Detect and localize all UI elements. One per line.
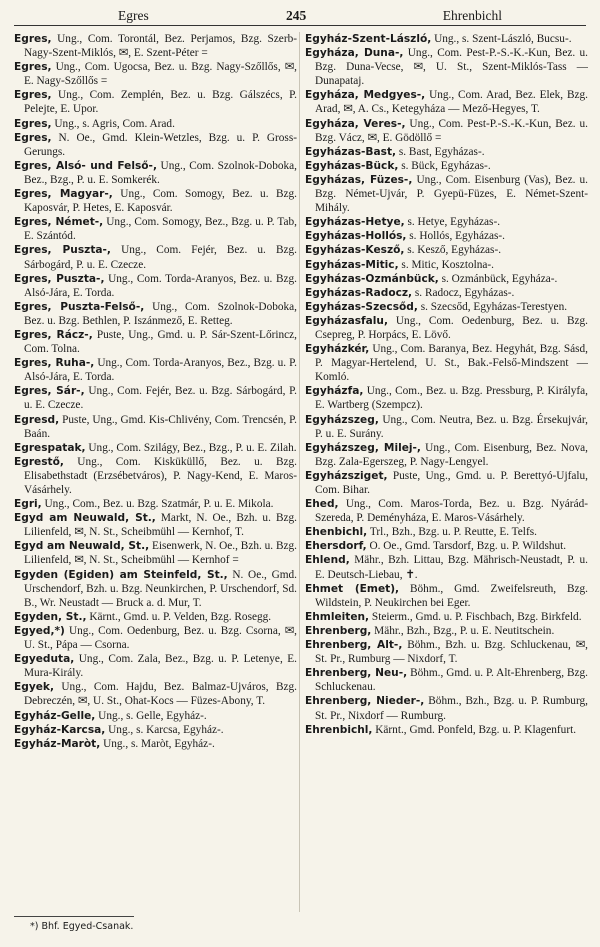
directory-entry [305,300,588,314]
entry-body: Kärnt., Gmd. u. P. Velden, Bzg. Rosegg. [86,610,272,623]
entry-headword: Ehed, [305,498,339,511]
directory-entry [14,272,297,300]
directory-entry [305,117,588,145]
directory-entry [14,441,297,455]
entry-headword: Egres, [14,61,52,74]
entry-headword: Egres, [14,131,52,144]
directory-entry [14,709,297,723]
entry-body: s. Ozmánbück, Egyháza-. [438,272,558,285]
directory-entry [305,582,588,610]
entry-body: Puste, Ung., Gmd. Kis-Chlivény, Com. Trencsén, P. Baán. [24,413,297,440]
entry-body: s. Hollós, Egyházas-. [406,230,505,243]
directory-entry [14,624,297,652]
entry-body: Ung., Com. Somogy, Bez., Bzg. u. P. Tab, E. Szántód. [24,216,297,243]
entry-headword: Egyd am Neuwald, St., [14,540,150,553]
directory-entry [305,723,588,737]
entry-headword: Egyházas-Szecsőd, [305,300,418,313]
entry-body: Ung., Com. Szolnok-Doboka, Bez. u. Bzg. Bethlen, P. Iszánmező, E. Retteg. [24,300,297,327]
directory-entry [305,694,588,722]
entry-body: s. Szecsőd, Egyházas-Terestyen. [417,300,568,313]
entry-body: Böhm., Bzh. u. Bzg. Schluckenau, ✉, St. Pr., Rumburg — Nixdorf, T. [315,639,588,666]
right-column [305,32,588,912]
entry-body: Ung., Com. Szolnok-Doboka, Bez., Bzg., P. u. E. Somkerék. [24,159,297,186]
entry-headword: Egyeduta, [14,653,75,666]
directory-entry [14,680,297,708]
entry-headword: Egyházas-Mitic, [305,258,399,271]
entry-headword: Egyház-Szent-László, [305,33,432,45]
entry-headword: Egyházas-Ozmánbück, [305,272,439,285]
entry-headword: Egres, Ruha-, [14,357,95,370]
entry-headword: Egyházas, Füzes-, [305,173,413,186]
directory-entry [305,314,588,342]
directory-entry [305,441,588,469]
entry-body: Ung., Com. Pest-P.-S.-K.-Kun, Bez. u. Bzg. Duna-Vecse, ✉, U. St., Szent-Miklós-Tass — Dunapataj. [315,47,588,88]
entry-body: Eisenwerk, N. Oe., Bzh. u. Bzg. Lilienfeld, ✉, N. St., Scheibmühl — Kernhof = [24,540,297,567]
directory-entry [14,511,297,539]
directory-entry [14,413,297,441]
directory-entry [14,328,297,356]
entry-body: Ung., Com. Kisküküllő, Bez. u. Bzg. Elisabethstadt (Erzsébetváros), P. Nagy-Kend, E. Maros-Vásárhely. [24,455,297,496]
directory-entry [14,610,297,624]
directory-entry [14,539,297,567]
entry-headword: Egyház-Karcsa, [14,723,106,736]
entry-body: s. Bast, Egyházas-. [396,145,485,158]
entry-headword: Egyháza, Duna-, [305,47,404,60]
entry-body: Ung., Com. Zala, Bez., Bzg. u. P. Letenye, E. Mura-Király. [24,653,297,680]
directory-entry [305,342,588,384]
entry-headword: Ehmleiten, [305,610,370,623]
directory-entry [305,243,588,257]
entry-headword: Egres, Puszta-, [14,272,105,285]
entry-body: Ung., Com. Fejér, Bez. u. Bzg. Sárbogárd, P. u. E. Czecze. [24,244,297,271]
entry-body: Ung., Com. Arad, Bez. Elek, Bzg. Arad, ✉, A. Cs., Ketegyháza — Mező-Hegyes, T. [315,89,588,116]
entry-headword: Egyházasfalu, [305,314,388,327]
page-number: 245 [286,8,307,23]
directory-entry [14,117,297,131]
entry-body: Ung., Com. Fejér, Bez. u. Bzg. Sárbogárd, P. u. E. Czecze. [24,385,297,412]
directory-entry [305,624,588,638]
directory-entry [305,469,588,497]
directory-entry [305,539,588,553]
entry-headword: Egres, Sár-, [14,385,85,398]
directory-entry [14,187,297,215]
entry-headword: Egres, Rácz-, [14,328,93,341]
directory-entry [14,455,297,497]
entry-body: Ung., Com., Bez. u. Bzg. Pressburg, P. Királyfa, E. Wartberg (Szempcz). [315,385,588,412]
entry-headword: Ehrenberg, Neu-, [305,667,408,680]
entry-headword: Egyház-Gelle, [14,709,96,722]
entry-body: Ung., Com. Pest-P.-S.-K.-Kun, Bez. u. Bzg. Vácz, ✉, E. Gödöllő = [315,117,588,144]
entry-body: Ung., Com. Zemplén, Bez. u. Bzg. Gálszécs, P. Pelejte, E. Upor. [24,89,297,116]
directory-entry [305,173,588,215]
entry-body: Ung., Com. Hajdu, Bez. Balmaz-Ujváros, Bzg. Debreczén, ✉, U. St., Ohat-Kocs — Füzes-Abony, T. [24,681,297,708]
directory-entry [305,525,588,539]
entry-headword: Egres, Alsó- und Felső-, [14,159,157,172]
directory-entry [305,384,588,412]
left-column [14,32,297,912]
directory-entry [14,159,297,187]
entry-headword: Egri, [14,498,42,511]
directory-entry [305,610,588,624]
entry-headword: Ehrenbichl, [305,723,373,736]
entry-headword: Egyházas-Bast, [305,145,397,158]
directory-entry [305,666,588,694]
directory-entry [305,88,588,116]
entry-body: Markt, N. Oe., Bzh. u. Bzg. Lilienfeld, ✉, N. St., Scheibmühl — Kernhof, T. [24,512,297,539]
entry-body: s. Kesző, Egyházas-. [404,244,502,257]
entry-body: s. Bück, Egyházas-. [398,159,491,172]
directory-entry [14,60,297,88]
directory-entry [14,32,297,60]
directory-entry [14,652,297,680]
entry-body: Ung., Com. Somogy, Bez. u. Bzg. Kaposvár, P. Hetes, E. Kaposvár. [24,188,297,215]
entry-headword: Egres, Puszta-, [14,244,111,257]
column-divider [299,32,300,912]
entry-headword: Egyházkér, [305,343,370,356]
directory-entry [14,384,297,412]
directory-entry [14,497,297,511]
entry-headword: Egres, Magyar-, [14,188,113,201]
entry-body: N. Oe., Gmd. Urschendorf, Bzh. u. Bzg. Neunkirchen, P. Urschendorf, Sd. B., Wr. Neustadt — Bruck a. d. Mur, T. [24,568,297,609]
entry-headword: Egyden (Egiden) am Steinfeld, St., [14,568,228,581]
entry-headword: Ehenbichl, [305,526,368,539]
directory-entry [305,413,588,441]
entry-body: Kärnt., Gmd. Ponfeld, Bzg. u. P. Klagenfurt. [372,723,577,736]
entry-body: Puste, Ung., Gmd. u. P. Sár-Szent-Lőrincz, Com. Tolna. [24,328,297,356]
directory-entry [305,553,588,581]
entry-headword: Egyházas-Kesző, [305,244,405,257]
entry-body: Ung., Com. Torda-Aranyos, Bez., Bzg. u. P. Alsó-Jára, E. Torda. [24,357,297,384]
entry-headword: Egrespatak, [14,441,86,454]
entry-body: Trl., Bzh., Bzg. u. P. Reutte, E. Telfs. [367,526,537,539]
entry-body: Ung., Com. Ugocsa, Bez. u. Bzg. Nagy-Szőllős, ✉, E. Nagy-Szőllős = [24,61,297,88]
entry-body: s. Mitic, Kosztolna-. [398,258,494,271]
entry-headword: Egyházfa, [305,385,364,398]
entry-body: Ung., Com. Baranya, Bez. Hegyhát, Bzg. Sásd, P. Magyar-Hertelend, U. St., Bak.-Felső-Mindszent — Komló. [315,343,588,384]
entry-headword: Egyházszeg, [305,413,379,426]
entry-headword: Egrestő, [14,455,64,468]
entry-body: Ung., Com. Eisenburg (Vas), Bez. u. Bzg. Német-Ujvár, P. Gyepü-Füzes, E. Német-Szent-Mihály. [315,173,588,215]
directory-entry [14,300,297,328]
entry-headword: Egyházsziget, [305,469,388,482]
directory-entry [14,131,297,159]
entry-headword: Egyden, St., [14,610,87,623]
entry-headword: Ehrenberg, [305,624,372,637]
entry-body: s. Radocz, Egyházas-. [412,286,515,299]
entry-headword: Egyed,*) [14,624,65,637]
footnote-rule [14,916,134,917]
entry-headword: Egyházas-Hollós, [305,230,407,243]
entry-headword: Egyházas-Radocz, [305,286,413,299]
entry-body: Ung., Com. Torda-Aranyos, Bez. u. Bzg. Alsó-Jára, E. Torda. [24,272,297,299]
entry-headword: Egyházszeg, Milej-, [305,441,421,454]
directory-entry [305,286,588,300]
header-rule [14,25,586,26]
entry-body: Ung., Com. Oedenburg, Bez. u. Bzg. Csepreg, P. Horpács, E. Lövő. [315,314,588,341]
entry-body: Ung., Com. Torontál, Bez. Perjamos, Bzg. Szerb-Nagy-Szent-Miklós, ✉, E. Szent-Péter = [24,33,297,60]
directory-entry [305,145,588,159]
entry-body: Mähr., Bzh., Bzg., P. u. E. Neutitschein. [371,624,555,637]
entry-body: Steierm., Gmd. u. P. Fischbach, Bzg. Birkfeld. [369,610,582,623]
entry-body: Ung., s. Szent-László, Bucsu-. [431,33,572,45]
directory-entry [14,215,297,243]
entry-body: Ung., Com. Maros-Torda, Bez. u. Bzg. Nyárád-Szereda, P. Deményháza, E. Maros-Vásárhely. [315,498,588,525]
entry-headword: Egyd am Neuwald, St., [14,512,156,525]
entry-body: s. Hetye, Egyházas-. [404,216,501,229]
entry-body: Ung., s. Agris, Com. Arad. [51,117,175,130]
entry-body: Böhm., Gmd. Zweifelsreuth, Bzg. Wildstein, P. Neukirchen bei Eger. [315,582,588,609]
directory-entry [305,497,588,525]
header-left-keyword: Egres [118,8,149,23]
directory-entry [14,723,297,737]
entry-body: Puste, Ung., Gmd. u. P. Berettyó-Ujfalu, Com. Bihar. [315,469,588,496]
entry-body: Böhm., Bzh., Bzg. u. P. Rumburg, St. Pr., Nixdorf — Rumburg. [315,695,588,722]
entry-body: Ung., Com. Neutra, Bez. u. Bzg. Érsekujvár, P. u. E. Surány. [315,413,588,440]
entry-headword: Egres, Német-, [14,216,104,229]
entry-headword: Egres, [14,89,52,102]
directory-entry [305,46,588,88]
entry-body: Ung., s. Karcsa, Egyház-. [105,723,224,736]
directory-entry [14,88,297,116]
entry-body: Böhm., Gmd. u. P. Alt-Ehrenberg, Bzg. Schluckenau. [315,667,588,694]
directory-entry [305,272,588,286]
entry-body: Ung., Com. Szilágy, Bez., Bzg., P. u. E. Zilah. [85,441,297,454]
directory-entry [305,215,588,229]
directory-entry [305,229,588,243]
entry-headword: Egyháza, Medgyes-, [305,89,426,102]
entry-headword: Ehmet (Emet), [305,582,400,595]
entry-body: Ung., Com. Eisenburg, Bez. Nova, Bzg. Zala-Egerszeg, P. Nagy-Lengyel. [315,441,588,468]
footnote: *) Bhf. Egyed-Csanak. [30,921,134,932]
entry-headword: Ehersdorf, [305,540,367,553]
directory-entry [14,568,297,610]
directory-entry [305,32,588,46]
entry-body: Ung., s. Maròt, Egyház-. [100,737,215,750]
entry-headword: Egyháza, Veres-, [305,117,406,130]
entry-headword: Egyházas-Bück, [305,159,399,172]
entry-headword: Egres, [14,117,52,130]
header-right-keyword: Ehrenbichl [442,8,502,23]
entry-headword: Egres, [14,33,52,45]
entry-body: Ung., Com. Oedenburg, Bez. u. Bzg. Csorna, ✉, U. St., Pápa — Csorna. [24,624,297,652]
entry-headword: Egyház-Maròt, [14,737,101,750]
entry-headword: Ehlend, [305,554,350,567]
entry-headword: Ehrenberg, Alt-, [305,639,403,652]
directory-entry [14,737,297,751]
entry-headword: Ehrenberg, Nieder-, [305,695,425,708]
entry-headword: Egres, Puszta-Felső-, [14,300,145,313]
directory-entry [305,258,588,272]
directory-entry [14,243,297,271]
entry-body: O. Oe., Gmd. Tarsdorf, Bzg. u. P. Wildshut. [366,540,567,553]
directory-entry [305,638,588,666]
directory-entry [14,356,297,384]
entry-body: Ung., Com., Bez. u. Bzg. Szatmár, P. u. E. Mikola. [41,498,274,511]
entry-headword: Egyek, [14,681,54,694]
entry-body: N. Oe., Gmd. Klein-Wetzles, Bzg. u. P. Gross-Gerungs. [24,131,297,158]
entry-headword: Egyházas-Hetye, [305,216,405,229]
entry-body: Mähr., Bzh. Littau, Bzg. Mährisch-Neustadt, P. u. E. Deutsch-Liebau, ✝. [315,554,588,581]
entry-headword: Egresd, [14,413,60,426]
entry-body: Ung., s. Gelle, Egyház-. [95,709,207,722]
directory-entry [305,159,588,173]
